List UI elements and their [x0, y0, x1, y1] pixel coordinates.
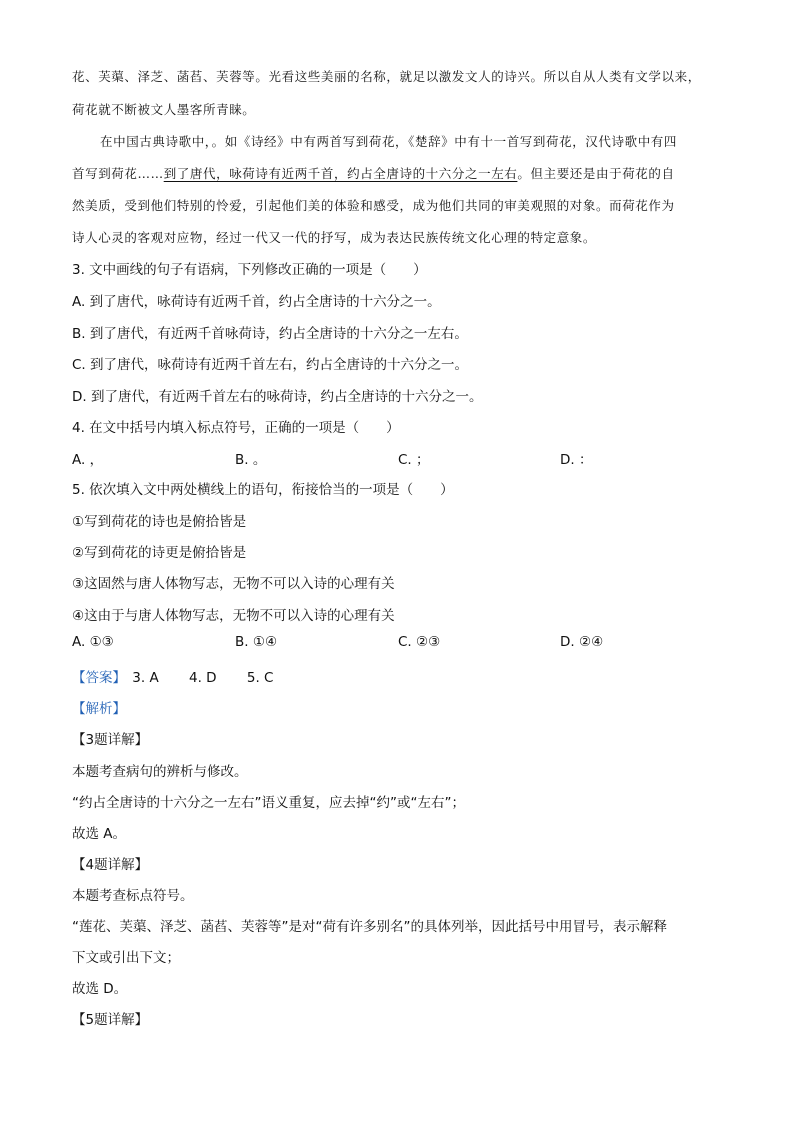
q5-item-4: ④这由于与唐人体物写志，无物不可以入诗的心理有关 [72, 608, 395, 624]
q3-option-b: B. 到了唐代，有近两千首咏荷诗，约占全唐诗的十六分之一左右。 [72, 326, 468, 342]
q5-stem: 5. 依次填入文中两处横线上的语句，衔接恰当的一项是（ ） [72, 482, 454, 498]
passage-line-4-start: 首写到荷花…… [72, 166, 164, 181]
q5-detail-tag: 【5题详解】 [72, 1012, 149, 1028]
underlined-sentence: 到了唐代，咏荷诗有近两千首，约占全唐诗的十六分之一左右 [163, 166, 518, 181]
q3-detail-line-1: 本题考查病句的辨析与修改。 [72, 764, 248, 780]
q3-detail-line-3: 故选 A。 [72, 826, 127, 842]
passage-line-4-end: 。但主要还是由于荷花的自 [517, 166, 675, 181]
q4-option-a: A. ， [72, 452, 104, 468]
q4-detail-line-3: 下文或引出下文； [72, 950, 180, 966]
passage-line-4 [72, 164, 675, 182]
q5-option-c: C. ②③ [398, 634, 441, 650]
analysis-tag: 【解析】 [72, 701, 126, 717]
passage-line-6: 诗人心灵的客观对应物，经过一代又一代的抒写，成为表达民族传统文化心理的特定意象。 [72, 230, 597, 245]
q4-detail-line-4: 故选 D。 [72, 981, 128, 997]
passage-line-1: 花、芙蕖、泽芝、菡萏、芙蓉等。光看这些美丽的名称，就足以激发文人的诗兴。所以自从人类有文学以来， [72, 69, 701, 84]
answer-4: 4. D [189, 670, 217, 686]
q3-stem: 3. 文中画线的句子有语病，下列修改正确的一项是（ ） [72, 262, 427, 278]
answer-5: 5. C [246, 670, 274, 686]
q4-detail-tag: 【4题详解】 [72, 857, 149, 873]
q4-detail-line-2: “莲花、芙蕖、泽芝、菡萏、芙蓉等”是对“荷有许多别名”的具体列举，因此括号中用冒号，表示解释 [72, 919, 667, 935]
q3-option-c: C. 到了唐代，咏荷诗有近两千首左右，约占全唐诗的十六分之一。 [72, 357, 469, 373]
q4-option-c: C. ； [398, 452, 430, 468]
q5-item-1: ①写到荷花的诗也是俯拾皆是 [72, 514, 247, 530]
q4-detail-line-1: 本题考查标点符号。 [72, 888, 194, 904]
passage-line-5: 然美质，受到他们特别的怜爱，引起他们美的体验和感受，成为他们共同的审美观照的对象。而荷花作为 [72, 198, 675, 213]
q5-option-b: B. ①④ [235, 634, 278, 650]
q5-item-2: ②写到荷花的诗更是俯拾皆是 [72, 545, 247, 561]
answer-tag: 【答案】 [72, 670, 126, 686]
passage-line-3: 在中国古典诗歌中，。如《诗经》中有两首写到荷花，《楚辞》中有十一首写到荷花，汉代诗歌中有四 [100, 134, 678, 149]
q3-option-d: D. 到了唐代，有近两千首左右的咏荷诗，约占全唐诗的十六分之一。 [72, 389, 483, 405]
q5-option-a: A. ①③ [72, 634, 114, 650]
passage-line-2: 荷花就不断被文人墨客所青睐。 [72, 102, 256, 117]
q4-stem: 4. 在文中括号内填入标点符号，正确的一项是（ ） [72, 420, 400, 436]
q5-item-3: ③这固然与唐人体物写志，无物不可以入诗的心理有关 [72, 576, 395, 592]
q5-option-d: D. ②④ [560, 634, 604, 650]
q3-detail-tag: 【3题详解】 [72, 732, 149, 748]
q3-option-a: A. 到了唐代，咏荷诗有近两千首，约占全唐诗的十六分之一。 [72, 294, 441, 310]
answer-3: 3. A [132, 670, 159, 686]
q4-option-d: D. ： [560, 452, 593, 468]
answer-row [72, 666, 274, 686]
q3-detail-line-2: “约占全唐诗的十六分之一左右”语义重复，应去掉“约”或“左右”； [72, 795, 465, 811]
q4-option-b: B. 。 [235, 452, 267, 468]
